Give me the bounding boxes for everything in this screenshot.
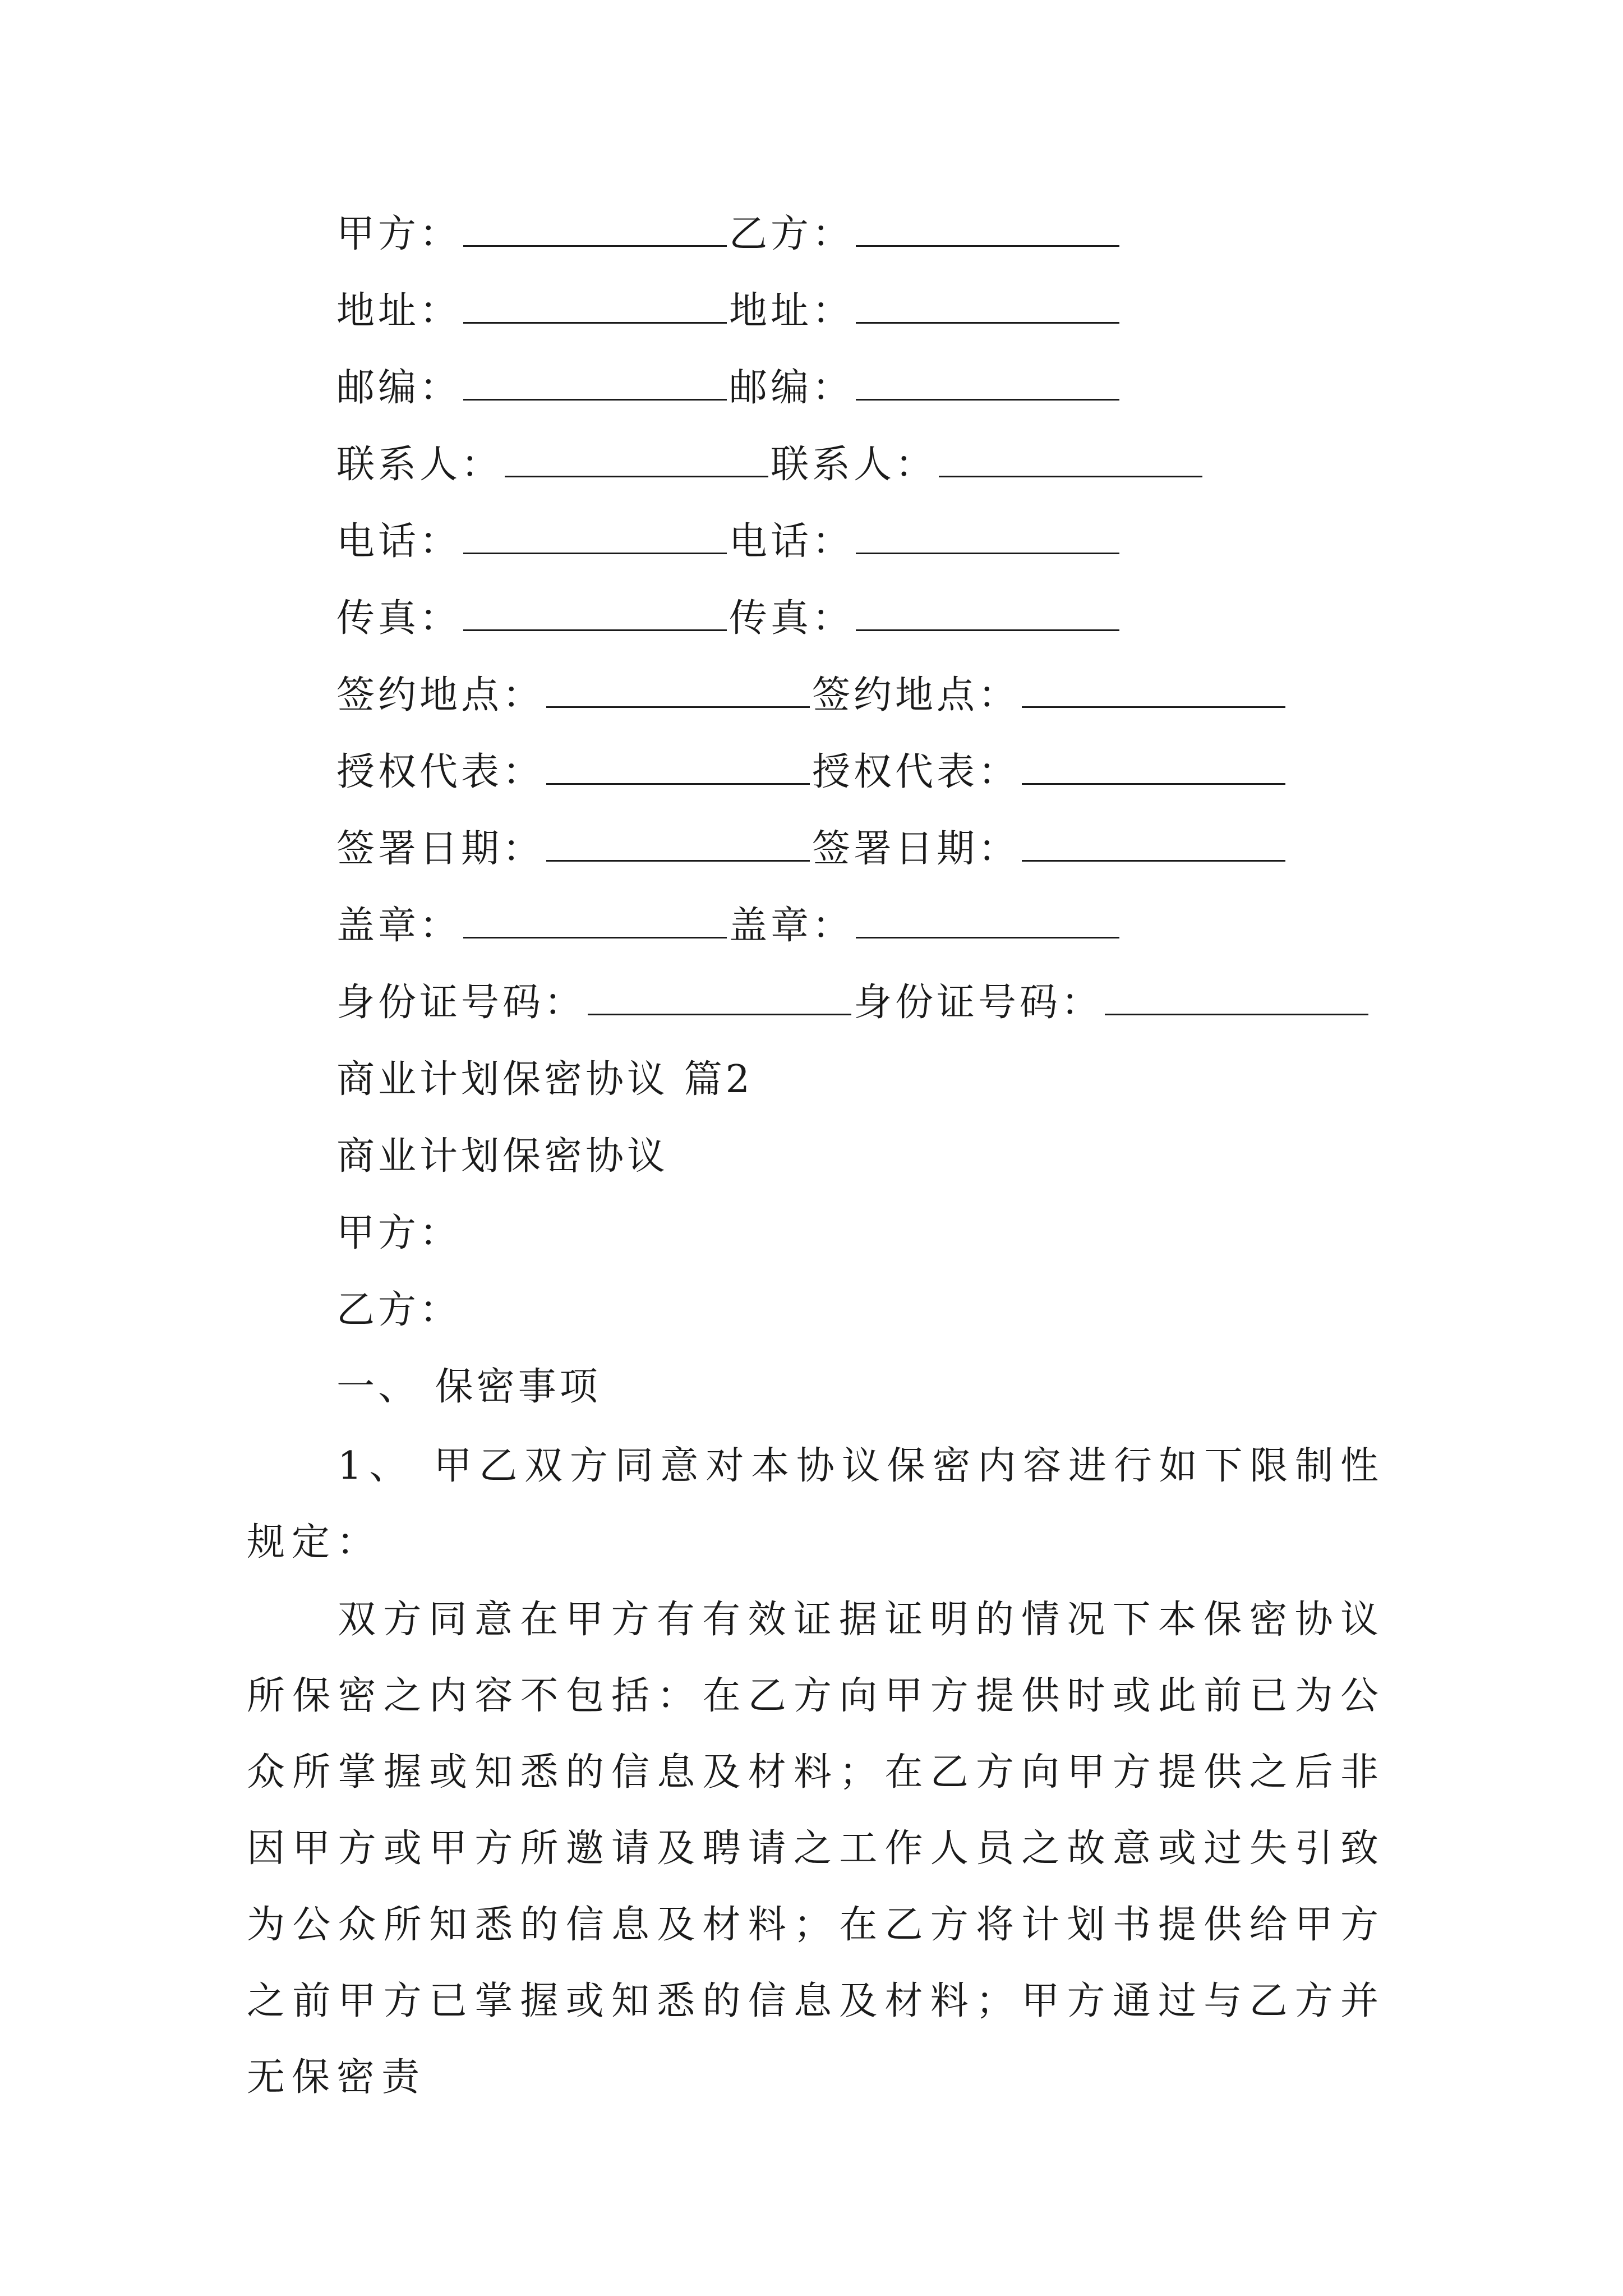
document-title: 商业计划保密协议 (336, 1134, 669, 1179)
clause-item: 1、 甲乙双方同意对本协议保密内容进行如下限制性规定： (247, 1444, 1385, 1565)
signature-row (336, 827, 1288, 872)
blank-line (856, 297, 1119, 324)
signature-row (336, 981, 1371, 1025)
blank-line (856, 220, 1119, 247)
party-a-field-label: 电话： (336, 519, 462, 564)
signature-row (336, 596, 1122, 641)
party-b-field-label: 签约地点： (812, 673, 1020, 717)
party-a-field-label: 邮编： (336, 366, 462, 410)
party-a-field-label: 授权代表： (336, 750, 545, 794)
party-a-field-label: 身份证号码： (336, 981, 586, 1025)
signature-row (336, 212, 1122, 257)
party-a-field-label: 盖章： (336, 904, 462, 948)
blank-line (1105, 989, 1368, 1015)
party-a-field-label: 传真： (336, 596, 462, 641)
blank-line (1022, 682, 1285, 708)
blank-line (546, 682, 810, 708)
blank-line (856, 605, 1119, 631)
party-a-field-label: 地址： (336, 289, 462, 333)
party-b-field-label: 乙方： (729, 212, 854, 256)
signature-row (336, 750, 1288, 795)
party-b-field-label: 邮编： (729, 366, 854, 410)
blank-line (588, 989, 851, 1015)
blank-line (463, 528, 727, 554)
party-b-label: 乙方： (336, 1288, 462, 1332)
section-heading: 商业计划保密协议 篇2 (336, 1057, 753, 1102)
signature-row (336, 443, 1205, 487)
signature-row (336, 673, 1288, 718)
party-a-field-label: 签署日期： (336, 827, 545, 871)
clause-heading: 一、 保密事项 (336, 1365, 601, 1409)
signature-row (336, 366, 1122, 411)
blank-line (1022, 835, 1285, 862)
signature-row (336, 289, 1122, 334)
party-b-field-label: 联系人： (771, 443, 937, 487)
blank-line (856, 374, 1119, 401)
party-a-field-label: 甲方： (336, 212, 462, 256)
blank-line (546, 758, 810, 785)
blank-line (939, 451, 1202, 477)
blank-line (856, 528, 1119, 554)
party-a-label: 甲方： (336, 1211, 462, 1255)
party-b-field-label: 身份证号码： (854, 981, 1103, 1025)
party-b-field-label: 地址： (729, 289, 854, 333)
party-b-field-label: 盖章： (729, 904, 854, 948)
blank-line (463, 912, 727, 938)
blank-line (463, 297, 727, 324)
blank-line (856, 912, 1119, 938)
blank-line (505, 451, 768, 477)
party-b-field-label: 电话： (729, 519, 854, 564)
party-b-field-label: 传真： (729, 596, 854, 641)
blank-line (1022, 758, 1285, 785)
signature-row (336, 519, 1122, 564)
party-b-field-label: 授权代表： (812, 750, 1020, 794)
party-b-field-label: 签署日期： (812, 827, 1020, 871)
blank-line (463, 220, 727, 247)
blank-line (463, 605, 727, 631)
party-a-field-label: 联系人： (336, 443, 503, 487)
clause-body-paragraph: 双方同意在甲方有有效证据证明的情况下本保密协议所保密之内容不包括：在乙方向甲方提供时或此前已为公众所掌握或知悉的信息及材料；在乙方向甲方提供之后非因甲方或甲方所邀请及聘请之工作人员之故意或过失引致为公众所知悉的信息及材料；在乙方将计划书提供给甲方之前甲方已掌握或知悉的信息及材料；甲方通过与乙方并无保密责 (247, 1598, 1385, 2100)
blank-line (546, 835, 810, 862)
blank-line (463, 374, 727, 401)
party-a-field-label: 签约地点： (336, 673, 545, 717)
signature-row (336, 904, 1122, 949)
